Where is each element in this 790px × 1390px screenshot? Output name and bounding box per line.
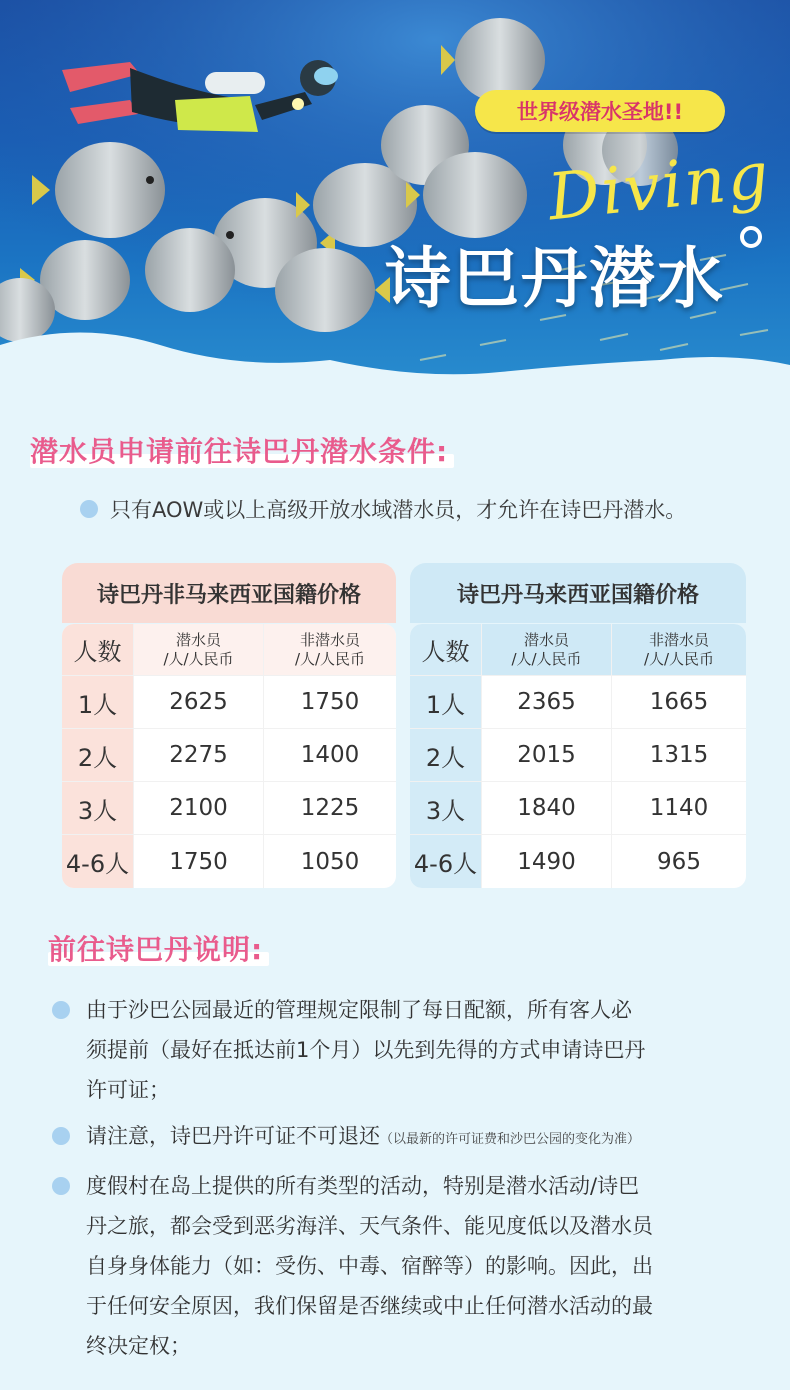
header-nondiver: 非潜水员 /人/人民币 [612,624,746,675]
table-row [62,782,396,835]
diver-price-cell: 2275 [134,729,264,781]
people-cell: 2人 [410,729,482,781]
people-cell: 1人 [410,676,482,728]
nondiver-price-cell: 1400 [300,742,360,768]
people-cell: 1人 [62,676,134,728]
table-row [410,676,746,729]
price-grid [62,624,396,888]
header-diver: 潜水员 /人/人民币 [134,624,264,675]
diver-price-cell: 2100 [134,782,264,834]
note-text: 度假村在岛上提供的所有类型的活动，特别是潜水活动/诗巴 丹之旅，都会受到恶劣海洋、天气条件、能见度低以及潜水员 自身身体能力（如：受伤、中毒、宿醉等）的影响。因此，出 于任何安全原因，我们保留是否继续或中止任何潜水活动的最 终决定权； [86,1174,653,1358]
hero-banner [0,0,790,400]
people-cell: 3人 [62,782,134,834]
table-row [62,835,396,888]
header-people: 人数 [410,624,482,675]
nondiver-price-cell: 1050 [300,848,360,875]
diver-price-cell: 1840 [482,782,612,834]
bullet-dot-icon [80,500,98,518]
diver-price-cell: 1490 [482,835,612,888]
header-people: 人数 [62,624,134,675]
table-header-row [62,624,396,676]
nondiver-price-cell: 1750 [300,689,360,715]
badge-world-class: 世界级潜水圣地!! [475,90,725,132]
bullet-dot-icon [52,1127,70,1145]
note-small-text: （以最新的许可证费和沙巴公园的变化为准） [380,1132,641,1147]
table-row [410,782,746,835]
notes-heading: 前往诗巴丹说明: [48,928,263,968]
note-text: 请注意，诗巴丹许可证不可退还（以最新的许可证费和沙巴公园的变化为准） [86,1124,641,1148]
table-row [62,676,396,729]
people-cell: 4-6人 [410,835,482,888]
table-row [62,729,396,782]
diving-script-text: Diving [544,138,774,236]
conditions-item [80,494,686,524]
nondiver-price-cell: 1225 [300,795,360,821]
people-cell: 2人 [62,729,134,781]
list-item [52,1116,762,1160]
diver-price-cell: 2625 [134,676,264,728]
price-table-title: 诗巴丹马来西亚国籍价格 [410,563,746,623]
diver-price-cell: 2015 [482,729,612,781]
list-item [52,1166,762,1366]
diver-price-cell: 2365 [482,676,612,728]
bullet-dot-icon [52,1001,70,1019]
people-cell: 3人 [410,782,482,834]
people-cell: 4-6人 [62,835,134,888]
price-grid [410,624,746,888]
table-row [410,835,746,888]
notes-list [52,990,762,1372]
nondiver-price-cell: 1140 [649,795,709,821]
table-row [410,729,746,782]
bullet-dot-icon [52,1177,70,1195]
conditions-heading: 潜水员申请前往诗巴丹潜水条件: [30,430,448,470]
degree-circle-icon [740,226,762,248]
conditions-text: 只有AOW或以上高级开放水域潜水员，才允许在诗巴丹潜水。 [110,498,687,522]
header-nondiver: 非潜水员 /人/人民币 [264,624,396,675]
note-text: 由于沙巴公园最近的管理规定限制了每日配额，所有客人必 须提前（最好在抵达前1个月）以先到先得的方式申请诗巴丹 许可证； [86,998,646,1102]
price-table-title: 诗巴丹非马来西亚国籍价格 [62,563,396,623]
header-diver: 潜水员 /人/人民币 [482,624,612,675]
list-item [52,990,762,1110]
hero-title: 诗巴丹潜水 [385,240,725,317]
nondiver-price-cell: 965 [657,848,701,875]
nondiver-price-cell: 1665 [649,689,709,715]
nondiver-price-cell: 1315 [649,742,709,768]
diver-price-cell: 1750 [134,835,264,888]
table-header-row [410,624,746,676]
